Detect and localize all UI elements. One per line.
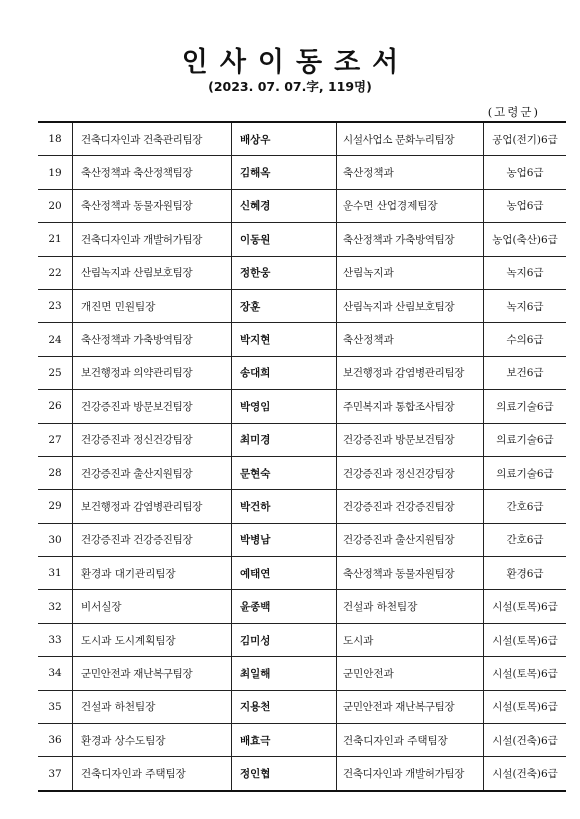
previous-position: 축산정책과 가축방역팀장 bbox=[73, 323, 232, 356]
row-number: 20 bbox=[38, 189, 73, 222]
previous-position: 건설과 하천팀장 bbox=[73, 690, 232, 723]
new-position: 축산정책과 가축방역팀장 bbox=[337, 223, 484, 256]
previous-position: 건강증진과 방문보건팀장 bbox=[73, 390, 232, 423]
employee-name: 박건하 bbox=[232, 490, 337, 523]
table-row bbox=[38, 122, 566, 156]
row-number: 30 bbox=[38, 523, 73, 556]
row-number: 34 bbox=[38, 657, 73, 690]
previous-position: 축산정책과 축산정책팀장 bbox=[73, 156, 232, 189]
previous-position: 환경과 대기관리팀장 bbox=[73, 557, 232, 590]
previous-position: 보건행정과 의약관리팀장 bbox=[73, 356, 232, 389]
row-number: 25 bbox=[38, 356, 73, 389]
table-row bbox=[38, 189, 566, 222]
row-number: 32 bbox=[38, 590, 73, 623]
new-position: 산림녹지과 bbox=[337, 256, 484, 289]
employee-name: 배효극 bbox=[232, 724, 337, 757]
previous-position: 건축디자인과 개발허가팀장 bbox=[73, 223, 232, 256]
new-position: 운수면 산업경제팀장 bbox=[337, 189, 484, 222]
job-grade: 의료기술6급 bbox=[484, 456, 567, 489]
job-grade: 농업6급 bbox=[484, 189, 567, 222]
new-position: 축산정책과 동물자원팀장 bbox=[337, 557, 484, 590]
previous-position: 보건행정과 감염병관리팀장 bbox=[73, 490, 232, 523]
employee-name: 정인협 bbox=[232, 757, 337, 791]
new-position: 건강증진과 건강증진팀장 bbox=[337, 490, 484, 523]
previous-position: 비서실장 bbox=[73, 590, 232, 623]
transfer-table-body bbox=[38, 122, 566, 791]
employee-name: 박지현 bbox=[232, 323, 337, 356]
job-grade: 환경6급 bbox=[484, 557, 567, 590]
document-subtitle: (2023. 07. 07.字, 119명) bbox=[208, 79, 372, 94]
job-grade: 간호6급 bbox=[484, 523, 567, 556]
employee-name: 윤종백 bbox=[232, 590, 337, 623]
table-row bbox=[38, 557, 566, 590]
employee-name: 지용천 bbox=[232, 690, 337, 723]
job-grade: 간호6급 bbox=[484, 490, 567, 523]
table-row bbox=[38, 523, 566, 556]
previous-position: 건강증진과 출산지원팀장 bbox=[73, 456, 232, 489]
row-number: 18 bbox=[38, 122, 73, 156]
row-number: 19 bbox=[38, 156, 73, 189]
job-grade: 농업(축산)6급 bbox=[484, 223, 567, 256]
job-grade: 시설(건축)6급 bbox=[484, 724, 567, 757]
previous-position: 환경과 상수도팀장 bbox=[73, 724, 232, 757]
table-row bbox=[38, 724, 566, 757]
job-grade: 녹지6급 bbox=[484, 256, 567, 289]
employee-name: 박영임 bbox=[232, 390, 337, 423]
new-position: 건축디자인과 주택팀장 bbox=[337, 724, 484, 757]
previous-position: 개진면 민원팀장 bbox=[73, 289, 232, 322]
new-position: 건축디자인과 개발허가팀장 bbox=[337, 757, 484, 791]
previous-position: 축산정책과 동물자원팀장 bbox=[73, 189, 232, 222]
new-position: 군민안전과 bbox=[337, 657, 484, 690]
row-number: 36 bbox=[38, 724, 73, 757]
new-position: 건강증진과 출산지원팀장 bbox=[337, 523, 484, 556]
employee-name: 예태연 bbox=[232, 557, 337, 590]
job-grade: 시설(토목)6급 bbox=[484, 657, 567, 690]
previous-position: 산림녹지과 산림보호팀장 bbox=[73, 256, 232, 289]
new-position: 건강증진과 정신건강팀장 bbox=[337, 456, 484, 489]
new-position: 건설과 하천팀장 bbox=[337, 590, 484, 623]
row-number: 37 bbox=[38, 757, 73, 791]
table-row bbox=[38, 156, 566, 189]
new-position: 시설사업소 문화누리팀장 bbox=[337, 122, 484, 156]
employee-name: 정한웅 bbox=[232, 256, 337, 289]
new-position: 축산정책과 bbox=[337, 323, 484, 356]
employee-name: 최미경 bbox=[232, 423, 337, 456]
previous-position: 도시과 도시계획팀장 bbox=[73, 623, 232, 656]
row-number: 35 bbox=[38, 690, 73, 723]
table-row bbox=[38, 223, 566, 256]
row-number: 31 bbox=[38, 557, 73, 590]
employee-name: 이동원 bbox=[232, 223, 337, 256]
table-row bbox=[38, 456, 566, 489]
employee-name: 박병남 bbox=[232, 523, 337, 556]
table-row bbox=[38, 390, 566, 423]
row-number: 22 bbox=[38, 256, 73, 289]
row-number: 26 bbox=[38, 390, 73, 423]
job-grade: 의료기술6급 bbox=[484, 390, 567, 423]
employee-name: 배상우 bbox=[232, 122, 337, 156]
new-position: 건강증진과 방문보건팀장 bbox=[337, 423, 484, 456]
new-position: 도시과 bbox=[337, 623, 484, 656]
row-number: 29 bbox=[38, 490, 73, 523]
new-position: 축산정책과 bbox=[337, 156, 484, 189]
previous-position: 건축디자인과 주택팀장 bbox=[73, 757, 232, 791]
employee-name: 장훈 bbox=[232, 289, 337, 322]
organization-label: (고령군) bbox=[487, 105, 540, 119]
table-row bbox=[38, 423, 566, 456]
row-number: 27 bbox=[38, 423, 73, 456]
job-grade: 의료기술6급 bbox=[484, 423, 567, 456]
job-grade: 시설(토목)6급 bbox=[484, 690, 567, 723]
new-position: 산림녹지과 산림보호팀장 bbox=[337, 289, 484, 322]
job-grade: 시설(토목)6급 bbox=[484, 590, 567, 623]
job-grade: 시설(토목)6급 bbox=[484, 623, 567, 656]
row-number: 24 bbox=[38, 323, 73, 356]
table-row bbox=[38, 323, 566, 356]
new-position: 주민복지과 통합조사팀장 bbox=[337, 390, 484, 423]
document-title: 인사이동조서 bbox=[181, 47, 411, 78]
table-row bbox=[38, 590, 566, 623]
new-position: 군민안전과 재난복구팀장 bbox=[337, 690, 484, 723]
table-row bbox=[38, 690, 566, 723]
previous-position: 건강증진과 정신건강팀장 bbox=[73, 423, 232, 456]
row-number: 28 bbox=[38, 456, 73, 489]
employee-name: 최일해 bbox=[232, 657, 337, 690]
transfer-table bbox=[38, 121, 566, 792]
job-grade: 보건6급 bbox=[484, 356, 567, 389]
table-row bbox=[38, 623, 566, 656]
row-number: 21 bbox=[38, 223, 73, 256]
row-number: 33 bbox=[38, 623, 73, 656]
table-row bbox=[38, 657, 566, 690]
employee-name: 김미성 bbox=[232, 623, 337, 656]
table-row bbox=[38, 757, 566, 791]
employee-name: 송대희 bbox=[232, 356, 337, 389]
employee-name: 신혜경 bbox=[232, 189, 337, 222]
job-grade: 녹지6급 bbox=[484, 289, 567, 322]
previous-position: 건축디자인과 건축관리팀장 bbox=[73, 122, 232, 156]
employee-name: 김해옥 bbox=[232, 156, 337, 189]
job-grade: 공업(전기)6급 bbox=[484, 122, 567, 156]
previous-position: 군민안전과 재난복구팀장 bbox=[73, 657, 232, 690]
table-row bbox=[38, 490, 566, 523]
table-row bbox=[38, 356, 566, 389]
previous-position: 건강증진과 건강증진팀장 bbox=[73, 523, 232, 556]
job-grade: 수의6급 bbox=[484, 323, 567, 356]
table-row bbox=[38, 289, 566, 322]
employee-name: 문현숙 bbox=[232, 456, 337, 489]
row-number: 23 bbox=[38, 289, 73, 322]
new-position: 보건행정과 감염병관리팀장 bbox=[337, 356, 484, 389]
job-grade: 시설(건축)6급 bbox=[484, 757, 567, 791]
job-grade: 농업6급 bbox=[484, 156, 567, 189]
table-row bbox=[38, 256, 566, 289]
